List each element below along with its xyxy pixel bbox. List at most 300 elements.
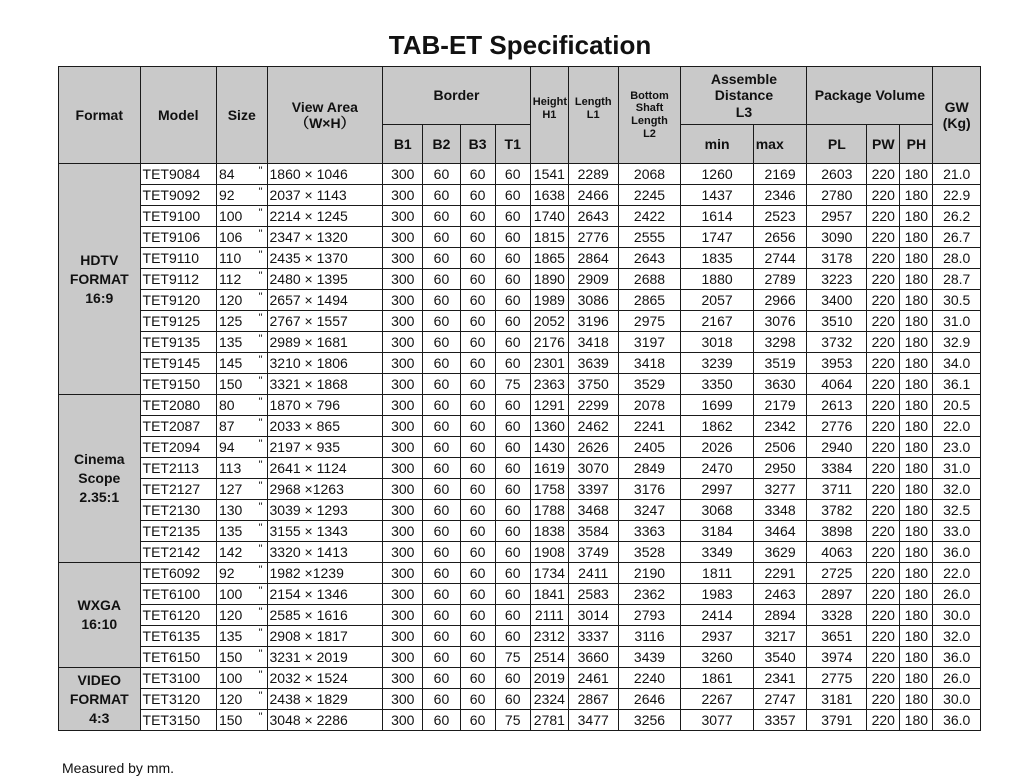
cell-pl: 2780	[807, 185, 867, 206]
format-cell	[59, 395, 141, 563]
cell-size	[216, 395, 267, 416]
cell-bottom-shaft: 2555	[618, 227, 681, 248]
cell-view-area: 2197 × 935	[267, 437, 383, 458]
header-bottom-shaft-label: Bottom Shaft Length	[630, 89, 669, 127]
cell-pl: 3791	[807, 710, 867, 731]
cell-model: TET9084	[140, 164, 216, 185]
cell-b3: 60	[460, 227, 495, 248]
cell-pl: 3953	[807, 353, 867, 374]
cell-model: TET9092	[140, 185, 216, 206]
cell-length: 2466	[568, 185, 618, 206]
cell-bottom-shaft: 3197	[618, 332, 681, 353]
cell-ph: 180	[900, 311, 933, 332]
cell-t1: 75	[495, 374, 530, 395]
cell-gw: 36.0	[933, 647, 981, 668]
cell-size	[216, 605, 267, 626]
cell-ph: 180	[900, 647, 933, 668]
cell-gw: 36.0	[933, 542, 981, 563]
header-ph: PH	[900, 125, 933, 164]
cell-b3: 60	[460, 416, 495, 437]
table-row	[59, 521, 981, 542]
cell-pl: 2725	[807, 563, 867, 584]
inch-mark: "	[258, 312, 263, 324]
inch-mark: "	[258, 564, 263, 576]
cell-view-area: 3321 × 1868	[267, 374, 383, 395]
cell-view-area: 2767 × 1557	[267, 311, 383, 332]
cell-ph: 180	[900, 416, 933, 437]
cell-ph: 180	[900, 374, 933, 395]
table-body	[59, 164, 981, 731]
cell-b3: 60	[460, 311, 495, 332]
cell-b2: 60	[423, 311, 460, 332]
cell-b2: 60	[423, 269, 460, 290]
cell-t1: 60	[495, 164, 530, 185]
cell-model: TET3100	[140, 668, 216, 689]
header-assemble	[681, 67, 807, 125]
cell-length: 3337	[568, 626, 618, 647]
cell-b3: 60	[460, 500, 495, 521]
cell-gw: 30.0	[933, 605, 981, 626]
cell-min: 3018	[681, 332, 753, 353]
cell-view-area: 1870 × 796	[267, 395, 383, 416]
cell-pl: 4063	[807, 542, 867, 563]
cell-b1: 300	[383, 479, 423, 500]
cell-model: TET6120	[140, 605, 216, 626]
cell-min: 2167	[681, 311, 753, 332]
cell-ph: 180	[900, 668, 933, 689]
cell-view-area: 1982 ×1239	[267, 563, 383, 584]
cell-max: 3519	[753, 353, 807, 374]
cell-b1: 300	[383, 710, 423, 731]
size-value: 87	[218, 417, 235, 434]
cell-view-area: 2585 × 1616	[267, 605, 383, 626]
table-row	[59, 290, 981, 311]
cell-length: 2461	[568, 668, 618, 689]
size-value: 127	[218, 480, 243, 497]
cell-model: TET9145	[140, 353, 216, 374]
inch-mark: "	[258, 270, 263, 282]
inch-mark: "	[258, 543, 263, 555]
table-row	[59, 269, 981, 290]
cell-b3: 60	[460, 668, 495, 689]
cell-gw: 36.1	[933, 374, 981, 395]
cell-min: 2026	[681, 437, 753, 458]
format-cell	[59, 668, 141, 731]
cell-height: 2111	[530, 605, 568, 626]
cell-b2: 60	[423, 563, 460, 584]
cell-gw: 22.0	[933, 416, 981, 437]
cell-max: 2291	[753, 563, 807, 584]
cell-bottom-shaft: 3418	[618, 353, 681, 374]
inch-mark: "	[258, 501, 263, 513]
cell-bottom-shaft: 2422	[618, 206, 681, 227]
cell-t1: 60	[495, 479, 530, 500]
inch-mark: "	[258, 648, 263, 660]
cell-size	[216, 563, 267, 584]
cell-t1: 60	[495, 290, 530, 311]
cell-ph: 180	[900, 584, 933, 605]
cell-pw: 220	[867, 710, 900, 731]
cell-b3: 60	[460, 563, 495, 584]
inch-mark: "	[258, 375, 263, 387]
cell-ph: 180	[900, 521, 933, 542]
cell-model: TET9125	[140, 311, 216, 332]
cell-length: 3070	[568, 458, 618, 479]
table-row	[59, 668, 981, 689]
cell-max: 3277	[753, 479, 807, 500]
cell-size	[216, 290, 267, 311]
cell-height: 1541	[530, 164, 568, 185]
format-cell	[59, 563, 141, 668]
cell-length: 3418	[568, 332, 618, 353]
cell-ph: 180	[900, 353, 933, 374]
cell-view-area: 2037 × 1143	[267, 185, 383, 206]
cell-b3: 60	[460, 206, 495, 227]
size-value: 92	[218, 564, 235, 581]
cell-max: 2894	[753, 605, 807, 626]
cell-model: TET9100	[140, 206, 216, 227]
cell-t1: 60	[495, 248, 530, 269]
cell-height: 2312	[530, 626, 568, 647]
cell-min: 2267	[681, 689, 753, 710]
cell-length: 2643	[568, 206, 618, 227]
cell-t1: 60	[495, 269, 530, 290]
cell-pw: 220	[867, 353, 900, 374]
cell-size	[216, 584, 267, 605]
cell-gw: 30.0	[933, 689, 981, 710]
cell-size	[216, 500, 267, 521]
cell-pl: 3711	[807, 479, 867, 500]
cell-min: 1260	[681, 164, 753, 185]
format-line: FORMAT	[69, 270, 129, 287]
cell-min: 1862	[681, 416, 753, 437]
cell-bottom-shaft: 2793	[618, 605, 681, 626]
cell-model: TET2127	[140, 479, 216, 500]
cell-height: 2301	[530, 353, 568, 374]
cell-gw: 32.9	[933, 332, 981, 353]
cell-min: 2997	[681, 479, 753, 500]
cell-height: 2019	[530, 668, 568, 689]
cell-height: 2363	[530, 374, 568, 395]
header-border: Border	[383, 67, 531, 125]
header-assemble-sub: L3	[735, 103, 753, 120]
table-row	[59, 248, 981, 269]
table-row	[59, 458, 981, 479]
cell-size	[216, 521, 267, 542]
inch-mark: "	[258, 711, 263, 723]
cell-bottom-shaft: 3439	[618, 647, 681, 668]
cell-height: 2324	[530, 689, 568, 710]
cell-pl: 3223	[807, 269, 867, 290]
table-row	[59, 416, 981, 437]
header-format: Format	[59, 67, 141, 164]
header-t1: T1	[495, 125, 530, 164]
cell-t1: 60	[495, 395, 530, 416]
cell-max: 2789	[753, 269, 807, 290]
cell-bottom-shaft: 2078	[618, 395, 681, 416]
header-pw: PW	[867, 125, 900, 164]
inch-mark: "	[258, 522, 263, 534]
cell-b1: 300	[383, 584, 423, 605]
header-gw-label: GW	[944, 98, 969, 115]
cell-view-area: 2968 ×1263	[267, 479, 383, 500]
cell-b3: 60	[460, 584, 495, 605]
size-value: 145	[218, 354, 243, 371]
cell-ph: 180	[900, 290, 933, 311]
cell-bottom-shaft: 3116	[618, 626, 681, 647]
format-line: HDTV	[80, 251, 119, 268]
cell-min: 1861	[681, 668, 753, 689]
cell-max: 2744	[753, 248, 807, 269]
cell-b1: 300	[383, 605, 423, 626]
cell-gw: 28.0	[933, 248, 981, 269]
cell-height: 1838	[530, 521, 568, 542]
cell-gw: 28.7	[933, 269, 981, 290]
header-pl: PL	[807, 125, 867, 164]
cell-pl: 2957	[807, 206, 867, 227]
cell-height: 1360	[530, 416, 568, 437]
table-row	[59, 584, 981, 605]
cell-b2: 60	[423, 353, 460, 374]
cell-b1: 300	[383, 353, 423, 374]
cell-pw: 220	[867, 563, 900, 584]
header-package: Package Volume	[807, 67, 933, 125]
cell-height: 1788	[530, 500, 568, 521]
cell-size	[216, 479, 267, 500]
cell-pl: 3400	[807, 290, 867, 311]
cell-max: 3357	[753, 710, 807, 731]
cell-model: TET6092	[140, 563, 216, 584]
cell-view-area: 2641 × 1124	[267, 458, 383, 479]
cell-b2: 60	[423, 416, 460, 437]
cell-size	[216, 437, 267, 458]
cell-max: 2463	[753, 584, 807, 605]
cell-model: TET6100	[140, 584, 216, 605]
cell-gw: 22.9	[933, 185, 981, 206]
cell-bottom-shaft: 2865	[618, 290, 681, 311]
cell-pl: 3898	[807, 521, 867, 542]
size-value: 150	[218, 375, 243, 392]
cell-b1: 300	[383, 458, 423, 479]
cell-length: 3397	[568, 479, 618, 500]
cell-bottom-shaft: 3363	[618, 521, 681, 542]
cell-b1: 300	[383, 164, 423, 185]
cell-pw: 220	[867, 227, 900, 248]
header-view-area-unit: （W×H）	[295, 115, 355, 131]
cell-pl: 3510	[807, 311, 867, 332]
inch-mark: "	[258, 396, 263, 408]
cell-size	[216, 668, 267, 689]
cell-size	[216, 164, 267, 185]
cell-size	[216, 353, 267, 374]
cell-model: TET3120	[140, 689, 216, 710]
cell-min: 2414	[681, 605, 753, 626]
cell-max: 3629	[753, 542, 807, 563]
cell-length: 3086	[568, 290, 618, 311]
cell-model: TET9135	[140, 332, 216, 353]
size-value: 150	[218, 648, 243, 665]
cell-length: 2867	[568, 689, 618, 710]
size-value: 150	[218, 711, 243, 728]
cell-pl: 3090	[807, 227, 867, 248]
cell-ph: 180	[900, 563, 933, 584]
cell-gw: 26.7	[933, 227, 981, 248]
cell-model: TET2094	[140, 437, 216, 458]
cell-min: 1614	[681, 206, 753, 227]
cell-b1: 300	[383, 563, 423, 584]
cell-pw: 220	[867, 500, 900, 521]
cell-b3: 60	[460, 374, 495, 395]
cell-model: TET6135	[140, 626, 216, 647]
cell-pw: 220	[867, 185, 900, 206]
format-line: VIDEO	[77, 671, 122, 688]
cell-length: 2289	[568, 164, 618, 185]
cell-b2: 60	[423, 647, 460, 668]
cell-view-area: 2908 × 1817	[267, 626, 383, 647]
inch-mark: "	[258, 459, 263, 471]
cell-max: 2747	[753, 689, 807, 710]
cell-size	[216, 248, 267, 269]
cell-ph: 180	[900, 500, 933, 521]
cell-bottom-shaft: 2646	[618, 689, 681, 710]
cell-height: 1619	[530, 458, 568, 479]
cell-pl: 2776	[807, 416, 867, 437]
size-value: 142	[218, 543, 243, 560]
cell-min: 3077	[681, 710, 753, 731]
cell-gw: 34.0	[933, 353, 981, 374]
cell-max: 3076	[753, 311, 807, 332]
inch-mark: "	[258, 627, 263, 639]
format-line: 2.35:1	[79, 489, 120, 505]
cell-b3: 60	[460, 542, 495, 563]
cell-height: 2514	[530, 647, 568, 668]
cell-pl: 3732	[807, 332, 867, 353]
size-value: 120	[218, 606, 243, 623]
size-value: 100	[218, 207, 243, 224]
cell-size	[216, 206, 267, 227]
header-bottom-shaft	[618, 67, 681, 164]
cell-model: TET2135	[140, 521, 216, 542]
cell-pl: 2603	[807, 164, 867, 185]
inch-mark: "	[258, 690, 263, 702]
cell-min: 2937	[681, 626, 753, 647]
cell-pw: 220	[867, 164, 900, 185]
size-value: 80	[218, 396, 235, 413]
cell-size	[216, 689, 267, 710]
cell-min: 3184	[681, 521, 753, 542]
cell-b1: 300	[383, 416, 423, 437]
cell-b2: 60	[423, 479, 460, 500]
format-line: FORMAT	[69, 690, 129, 707]
cell-b1: 300	[383, 647, 423, 668]
cell-bottom-shaft: 3256	[618, 710, 681, 731]
cell-view-area: 2032 × 1524	[267, 668, 383, 689]
cell-bottom-shaft: 2849	[618, 458, 681, 479]
inch-mark: "	[258, 438, 263, 450]
cell-ph: 180	[900, 206, 933, 227]
header-view-area-label: View Area	[291, 98, 358, 115]
header-bottom-shaft-sub: L2	[643, 127, 656, 140]
cell-pw: 220	[867, 248, 900, 269]
cell-max: 3540	[753, 647, 807, 668]
cell-gw: 30.5	[933, 290, 981, 311]
cell-max: 2966	[753, 290, 807, 311]
cell-size	[216, 647, 267, 668]
cell-b3: 60	[460, 605, 495, 626]
size-value: 120	[218, 291, 243, 308]
cell-pw: 220	[867, 458, 900, 479]
cell-bottom-shaft: 3528	[618, 542, 681, 563]
cell-pw: 220	[867, 290, 900, 311]
cell-b2: 60	[423, 500, 460, 521]
cell-b3: 60	[460, 521, 495, 542]
cell-gw: 31.0	[933, 311, 981, 332]
cell-b1: 300	[383, 500, 423, 521]
cell-b2: 60	[423, 542, 460, 563]
inch-mark: "	[258, 606, 263, 618]
table-row	[59, 185, 981, 206]
cell-pw: 220	[867, 437, 900, 458]
cell-b2: 60	[423, 164, 460, 185]
cell-ph: 180	[900, 479, 933, 500]
cell-max: 2656	[753, 227, 807, 248]
cell-max: 3348	[753, 500, 807, 521]
cell-gw: 36.0	[933, 710, 981, 731]
cell-b3: 60	[460, 626, 495, 647]
cell-b3: 60	[460, 710, 495, 731]
table-row	[59, 605, 981, 626]
cell-height: 1908	[530, 542, 568, 563]
cell-view-area: 2480 × 1395	[267, 269, 383, 290]
cell-min: 1835	[681, 248, 753, 269]
table-row	[59, 542, 981, 563]
cell-min: 1437	[681, 185, 753, 206]
cell-pw: 220	[867, 269, 900, 290]
cell-max: 3217	[753, 626, 807, 647]
header-b3: B3	[460, 125, 495, 164]
cell-t1: 60	[495, 185, 530, 206]
cell-length: 3749	[568, 542, 618, 563]
table-row	[59, 710, 981, 731]
spec-table	[58, 66, 981, 731]
cell-bottom-shaft: 2068	[618, 164, 681, 185]
cell-t1: 60	[495, 689, 530, 710]
cell-ph: 180	[900, 626, 933, 647]
cell-pl: 2775	[807, 668, 867, 689]
table-row	[59, 206, 981, 227]
cell-min: 1699	[681, 395, 753, 416]
size-value: 84	[218, 165, 235, 182]
table-row	[59, 164, 981, 185]
cell-model: TET2113	[140, 458, 216, 479]
cell-view-area: 2438 × 1829	[267, 689, 383, 710]
cell-length: 2909	[568, 269, 618, 290]
cell-size	[216, 710, 267, 731]
cell-gw: 31.0	[933, 458, 981, 479]
size-value: 92	[218, 186, 235, 203]
cell-bottom-shaft: 2240	[618, 668, 681, 689]
cell-bottom-shaft: 2405	[618, 437, 681, 458]
cell-view-area: 3048 × 2286	[267, 710, 383, 731]
cell-length: 3750	[568, 374, 618, 395]
table-row	[59, 227, 981, 248]
cell-b3: 60	[460, 185, 495, 206]
header-length-sub: L1	[586, 108, 600, 121]
cell-b1: 300	[383, 395, 423, 416]
cell-min: 1811	[681, 563, 753, 584]
cell-gw: 26.0	[933, 668, 981, 689]
cell-model: TET6150	[140, 647, 216, 668]
